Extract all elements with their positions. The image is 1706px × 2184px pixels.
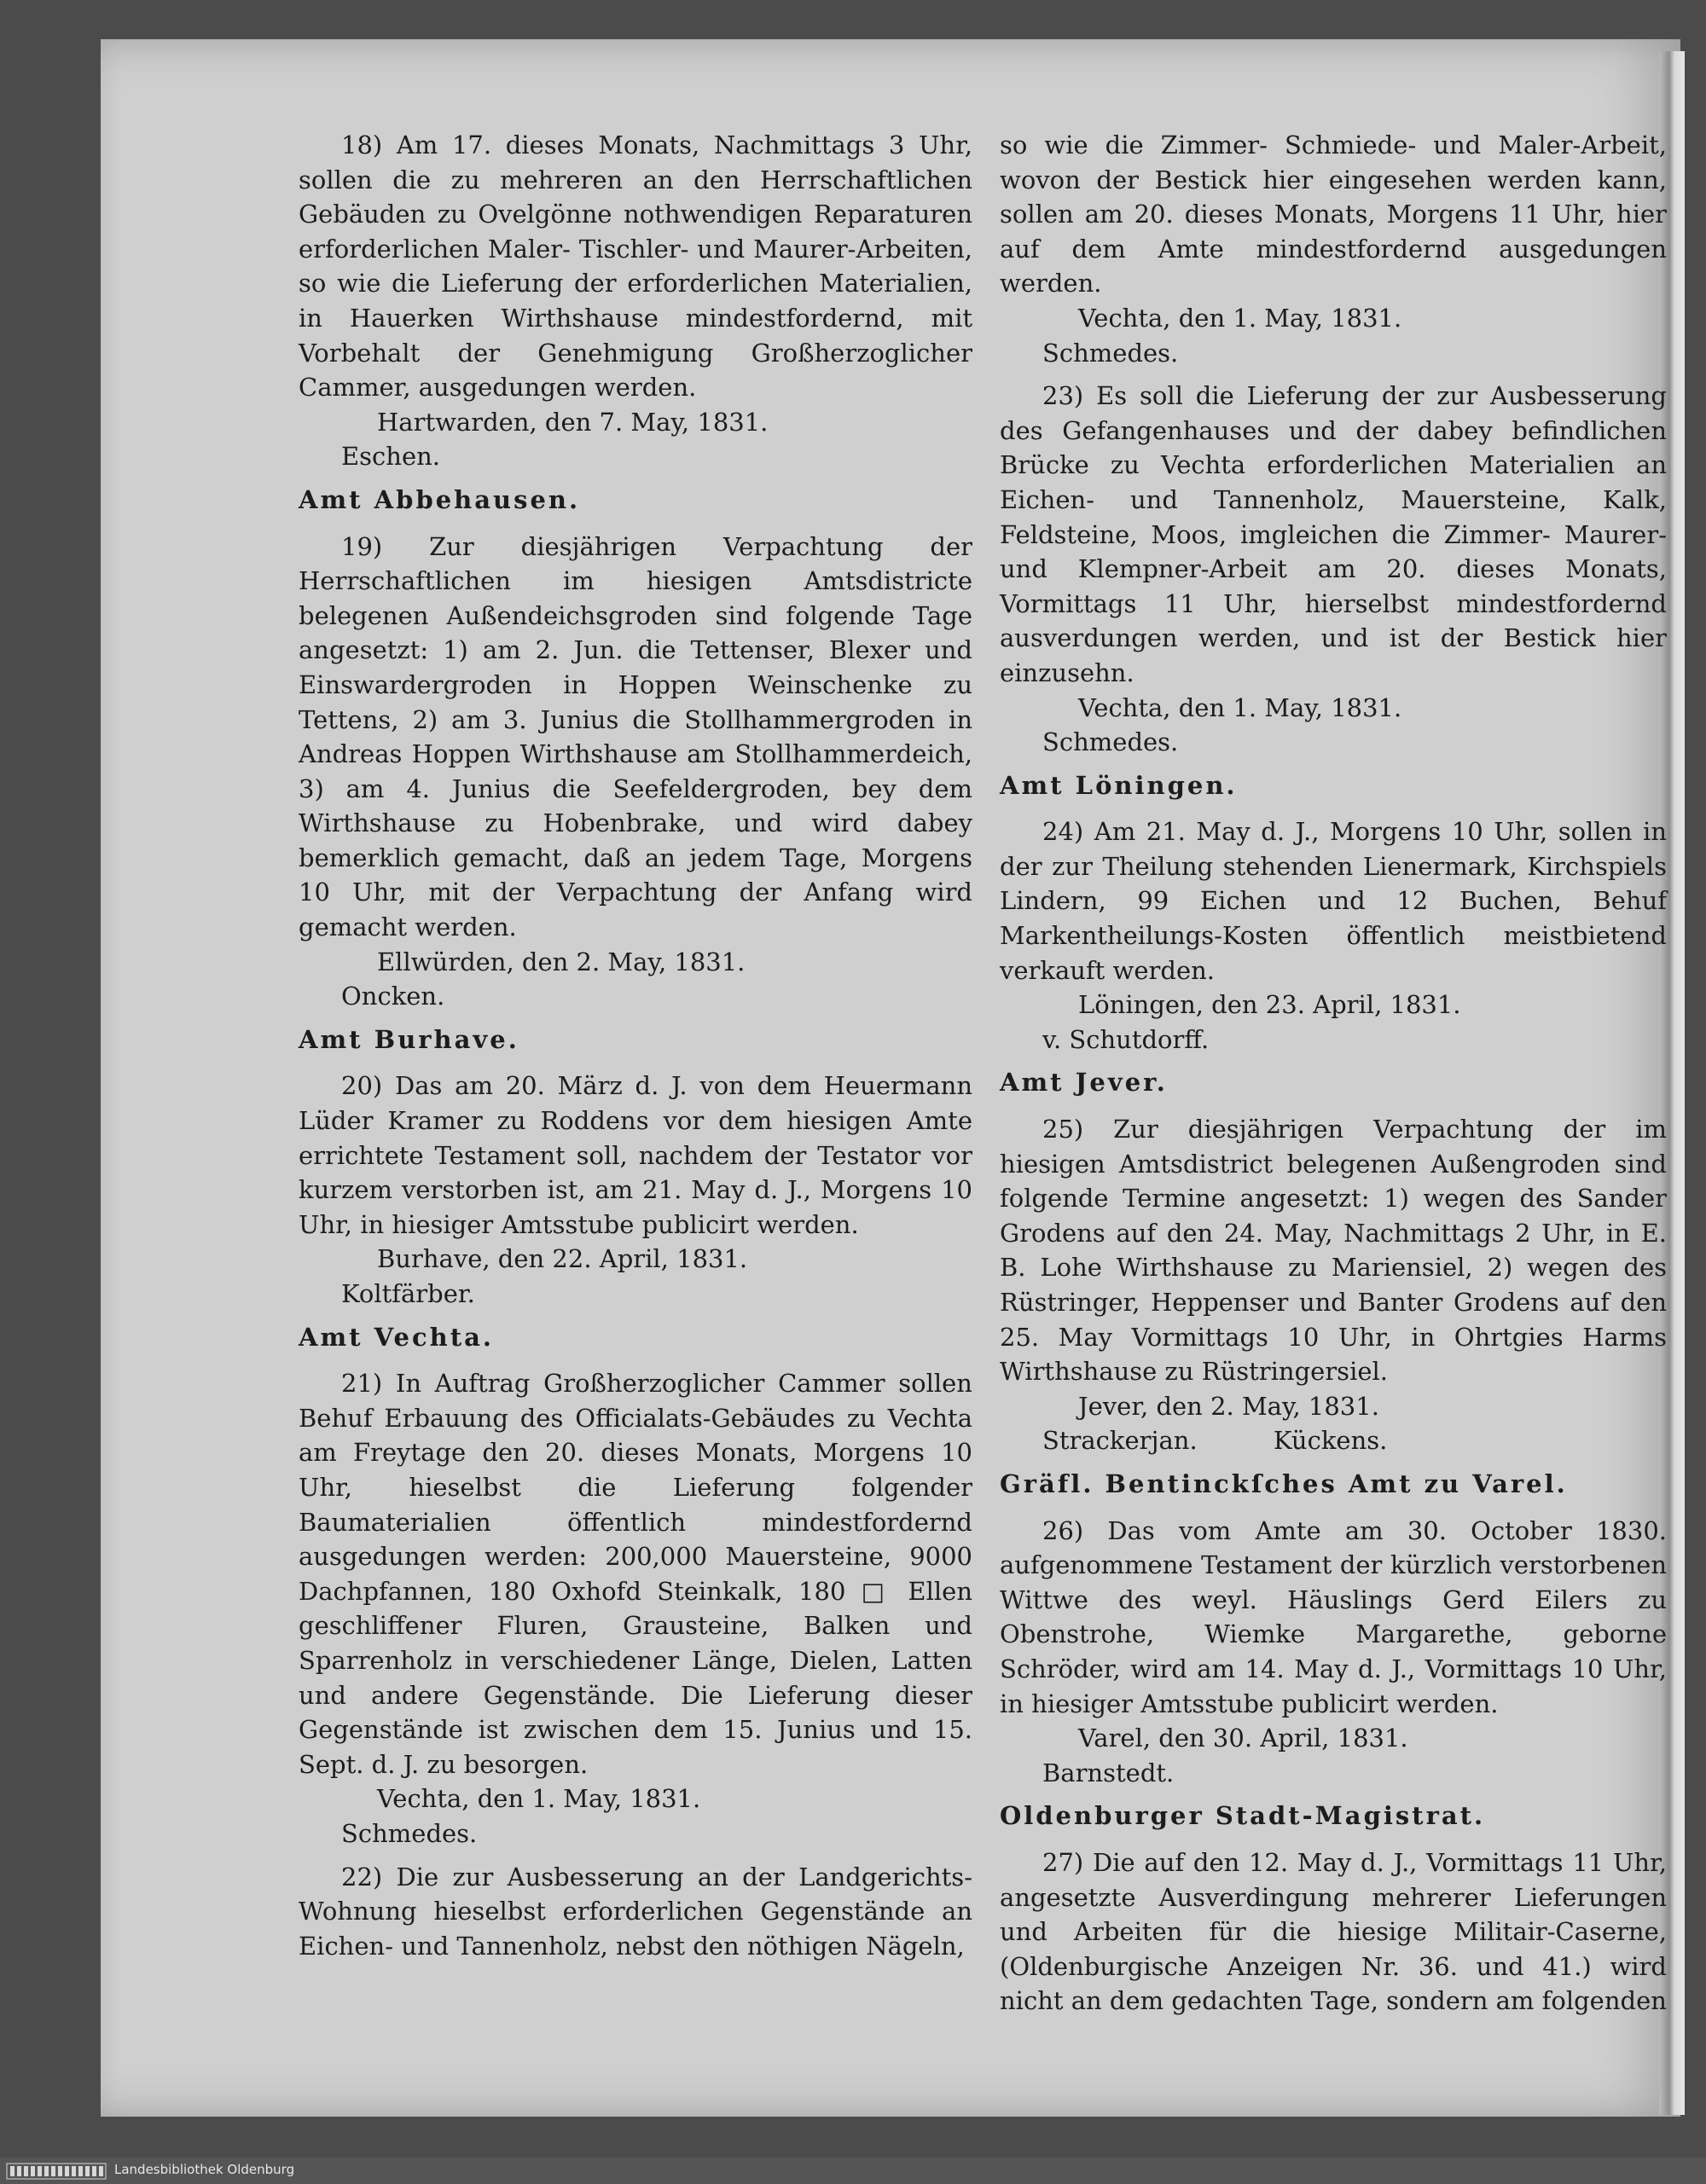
signer: v. Schutdorff. (1042, 1024, 1210, 1054)
signer: Eschen. (341, 442, 441, 472)
section-heading: Amt Vechta. (299, 1322, 494, 1352)
right-column (1000, 128, 1667, 2027)
entry-18 (299, 128, 972, 474)
entry-25 (1000, 1112, 1667, 1458)
entry-21 (299, 1366, 972, 1851)
entry-text: 20) Das am 20. März d. J. von dem Heuermann Lüder Kramer zu Roddens vor dem hiesigen Amte errichtete Testament soll, nachdem der Testator vor kurzem verstorben ist, am 21. May d. J., Morgens 10 Uhr, in hiesiger Amtsstube publicirt werden. (299, 1071, 972, 1239)
entry-text: 25) Zur diesjährigen Verpachtung der im hiesigen Amtsdistrict belegenen Außengroden sind folgende Termine angesetzt: 1) wegen des Sander Grodens auf den 24. May, Nachmittags 2 Uhr, in E. B. Lohe Wirthshause zu Mariensiel, 2) wegen des Rüstringer, Heppenser und Banter Grodens auf den 25. May Vormittags 10 Uhr, in Ohrtgies Harms Wirthshause zu Rüstringersiel. (1000, 1115, 1667, 1387)
dateline: Varel, den 30. April, 1831. (1078, 1723, 1408, 1753)
entry-text: 23) Es soll die Lieferung der zur Ausbesserung des Gefangenhauses und der dabey befindlichen Brücke zu Vechta erforderlichen Materialien an Eichen- und Tannenholz, Mauersteine, Kalk, Feldsteine, Moos, imgleichen die Zimmer- Maurer- und Klempner-Arbeit am 20. dieses Monats, Vormittags 11 Uhr, hierselbst mindestfordernd ausverdungen werden, und ist der Bestick hier einzusehn. (1000, 381, 1667, 687)
signers: Strackerjan. Kückens. (1042, 1426, 1388, 1456)
entry-text: 18) Am 17. dieses Monats, Nachmittags 3 Uhr, sollen die zu mehreren an den Herrschaftlichen Gebäuden zu Ovelgönne nothwendigen Reparaturen erforderlichen Maler- Tischler- und Maurer-Arbeiten, so wie die Lieferung der erforderlichen Materialien, in Hauerken Wirthshause mindestfordernd, mit Vorbehalt der Genehmigung Großherzoglicher Cammer, ausgedungen werden. (299, 130, 972, 403)
signer: Oncken. (341, 982, 445, 1011)
section-heading: Gräfl. Bentinckſches Amt zu Varel. (1000, 1469, 1568, 1498)
entry-text: 24) Am 21. May d. J., Morgens 10 Uhr, sollen in der zur Theilung stehenden Lienermark, Kirchspiels Lindern, 99 Eichen und 12 Buchen, Behuf Markentheilungs-Kosten öffentlich meistbietend verkauft werden. (1000, 817, 1667, 985)
entry-26 (1000, 1514, 1667, 1791)
section-heading: Amt Löningen. (1000, 770, 1238, 800)
entry-text: 21) In Auftrag Großherzoglicher Cammer sollen Behuf Erbauung des Officialats-Gebäudes zu Vechta am Freytage den 20. dieses Monats, Morgens 10 Uhr, hieselbst die Lieferung folgender Baumaterialien öffentlich mindestfordernd ausgedungen werden: 200,000 Mauersteine, 9000 Dachpfannen, 180 Oxhofd Steinkalk, 180 □ Ellen geschliffener Fluren, Grausteine, Balken und Sparrenholz in verschiedener Länge, Dielen, Latten und andere Gegenstände. Die Lieferung dieser Gegenstände ist zwischen dem 15. Junius und 15. Sept. d. J. zu besorgen. (299, 1369, 972, 1779)
dateline: Jever, den 2. May, 1831. (1078, 1391, 1379, 1421)
entry-text: 27) Die auf den 12. May d. J., Vormittags 11 Uhr, angesetzte Ausverdingung mehrerer Lieferungen und Arbeiten für die hiesige Militair-Caserne, (Oldenburgische Anzeigen Nr. 36. und 41.) wird nicht an dem gedachten Tage, sondern am folgenden (1000, 1847, 1667, 2016)
section-heading: Oldenburger Stadt-Magistrat. (1000, 1801, 1486, 1831)
section-heading: Amt Jever. (1000, 1068, 1168, 1098)
signer: Schmedes. (1042, 338, 1179, 368)
entry-22-start (299, 1860, 972, 1964)
signer: Schmedes. (341, 1818, 478, 1848)
entry-text: 22) Die zur Ausbesserung an der Landgerichts-Wohnung hieselbst erforderlichen Gegenstände an Eichen- und Tannenholz, nebst den nöthigen Nägeln, (299, 1862, 972, 1961)
dateline: Hartwarden, den 7. May, 1831. (377, 407, 769, 437)
footer-library-name: Landesbibliothek Oldenburg (114, 2162, 295, 2177)
entry-20 (299, 1069, 972, 1311)
signer: Barnstedt. (1042, 1758, 1175, 1787)
dateline: Vechta, den 1. May, 1831. (377, 1784, 701, 1814)
entry-24 (1000, 814, 1667, 1057)
dateline: Löningen, den 23. April, 1831. (1078, 990, 1461, 1020)
entry-text: so wie die Zimmer- Schmiede- und Maler-Arbeit, wovon der Bestick hier eingesehen werden kann, sollen am 20. dieses Monats, Morgens 11 Uhr, hier auf dem Amte mindestfordernd ausgedungen werden. (1000, 130, 1667, 298)
entry-27-start (1000, 1845, 1667, 2019)
entry-22-end (1000, 128, 1667, 370)
dateline: Burhave, den 22. April, 1831. (377, 1244, 748, 1274)
left-column (299, 128, 972, 1972)
section-heading: Amt Abbehausen. (299, 484, 581, 514)
signer: Schmedes. (1042, 727, 1179, 757)
signer: Koltfärber. (341, 1279, 475, 1308)
entry-text: 26) Das vom Amte am 30. October 1830. aufgenommene Testament der kürzlich verstorbenen Wittwe des weyl. Häuslings Gerd Eilers zu Obenstrohe, Wiemke Margarethe, geborne Schröder, wird am 14. May d. J., Vormittags 10 Uhr, in hiesiger Amtsstube publicirt werden. (1000, 1515, 1667, 1718)
dateline: Vechta, den 1. May, 1831. (1078, 303, 1402, 333)
entry-text: 19) Zur diesjährigen Verpachtung der Herrschaftlichen im hiesigen Amtsdistricte belegenen Außendeichsgroden sind folgende Tage angesetzt: 1) am 2. Jun. die Tettenser, Blexer und Einswardergroden in Hoppen Weinschenke zu Tettens, 2) am 3. Junius die Stollhammergroden in Andreas Hoppen Wirthshause am Stollhammerdeich, 3) am 4. Junius die Seefeldergroden, bey dem Wirthshause zu Hobenbrake, und wird dabey bemerklich gemacht, daß an jedem Tage, Morgens 10 Uhr, mit der Verpachtung der Anfang wird gemacht werden. (299, 531, 972, 942)
section-heading: Amt Burhave. (299, 1024, 519, 1054)
entry-23 (1000, 379, 1667, 760)
entry-19 (299, 530, 972, 1014)
library-logo-icon (5, 2161, 107, 2181)
dateline: Ellwürden, den 2. May, 1831. (377, 947, 746, 976)
dateline: Vechta, den 1. May, 1831. (1078, 692, 1402, 722)
